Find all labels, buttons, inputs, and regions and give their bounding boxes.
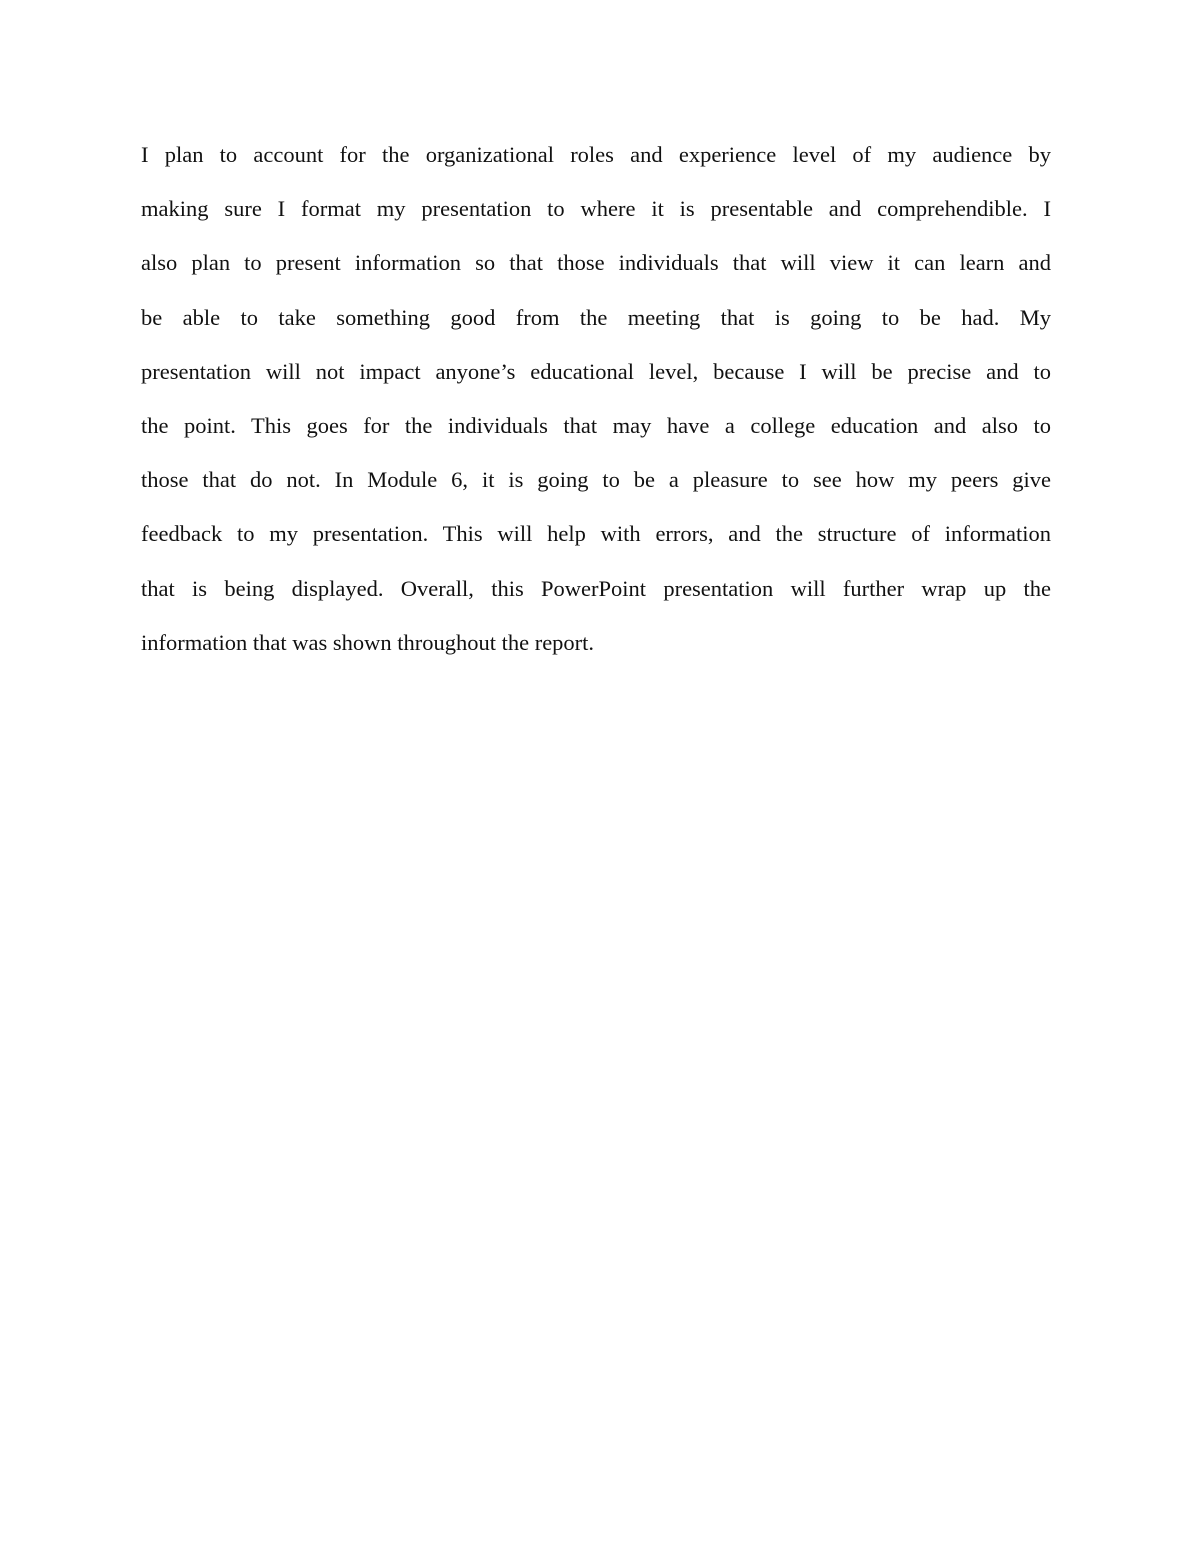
paragraph-line: also plan to present information so that those individuals that will view it can learn and xyxy=(141,250,1051,276)
paragraph-line: be able to take something good from the meeting that is going to be had. My xyxy=(141,304,1051,330)
paragraph-line: making sure I format my presentation to where it is presentable and comprehendible. I xyxy=(141,196,1051,222)
paragraph-line: those that do not. In Module 6, it is going to be a pleasure to see how my peers give xyxy=(141,467,1051,493)
paragraph-line: that is being displayed. Overall, this PowerPoint presentation will further wrap up the xyxy=(141,575,1051,601)
paragraph-line: information that was shown throughout the report. xyxy=(141,629,595,655)
body-paragraph xyxy=(141,128,1051,670)
paragraph-line: presentation will not impact anyone’s educational level, because I will be precise and to xyxy=(141,358,1051,384)
paragraph-line: I plan to account for the organizational roles and experience level of my audience by xyxy=(141,142,1051,167)
paragraph-line: feedback to my presentation. This will help with errors, and the structure of information xyxy=(141,521,1051,547)
paragraph-line: the point. This goes for the individuals that may have a college education and also to xyxy=(141,412,1051,438)
